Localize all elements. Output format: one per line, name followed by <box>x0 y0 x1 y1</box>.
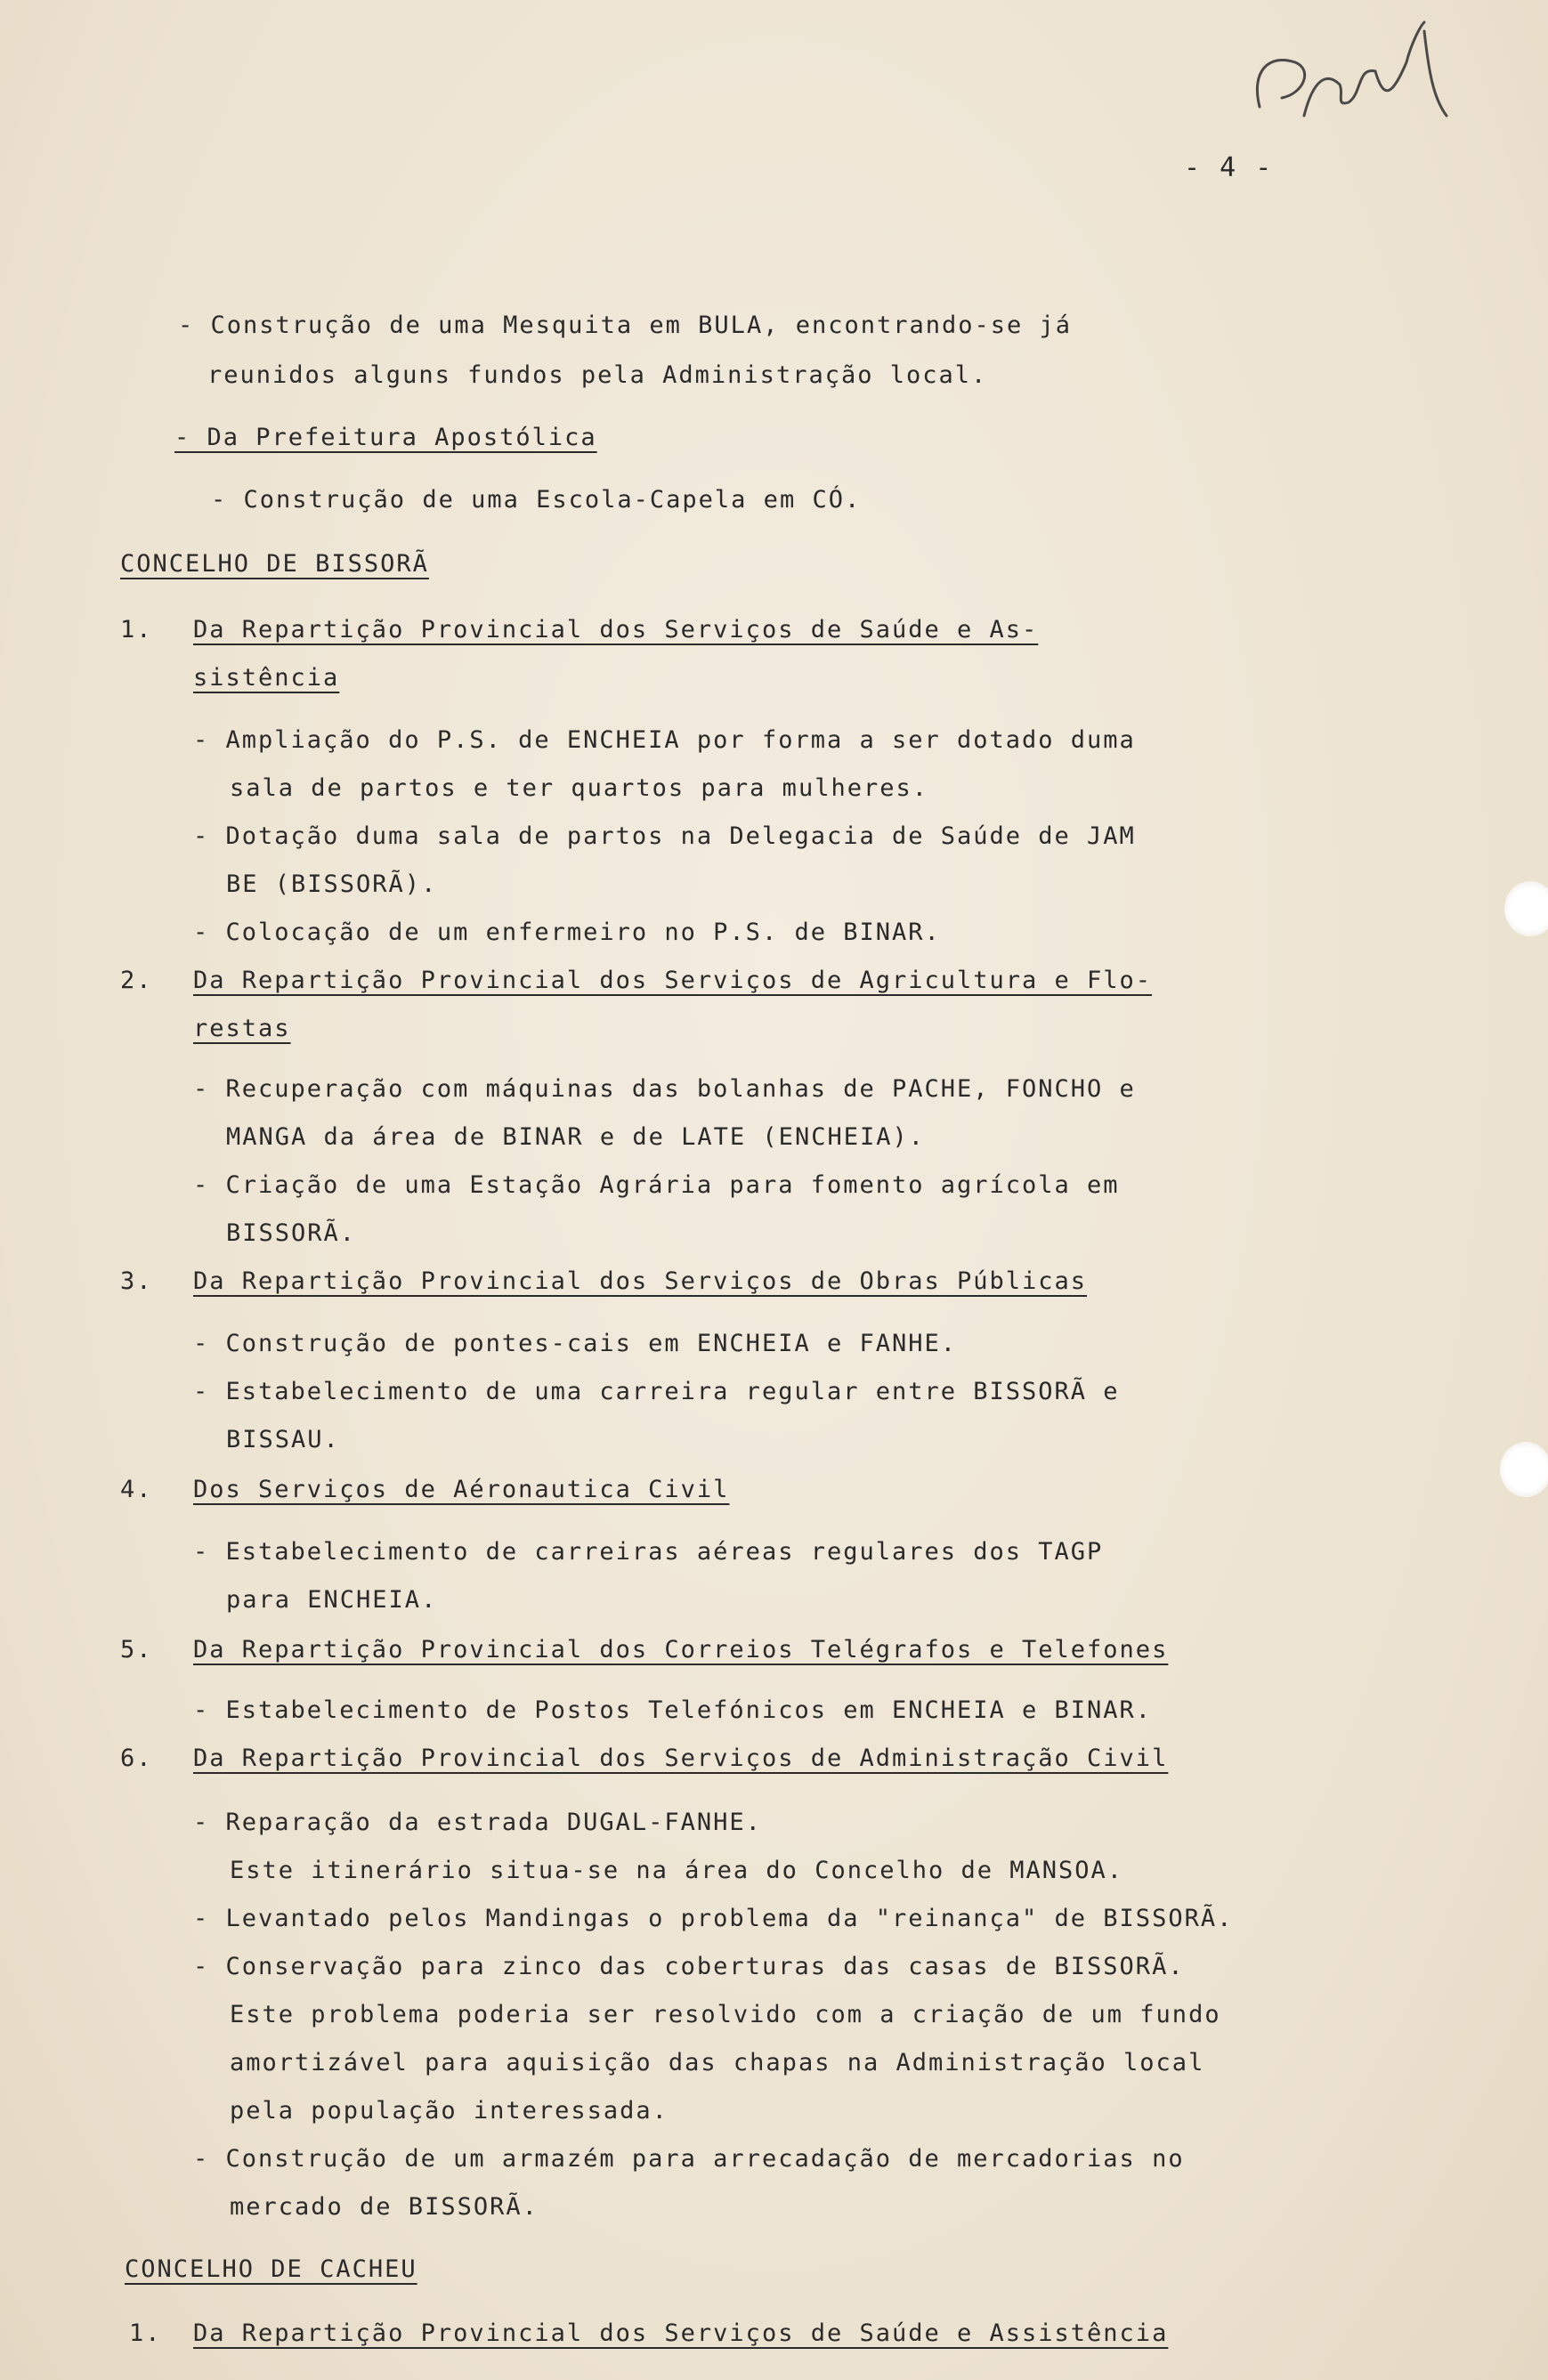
section-heading: Da Repartição Provincial dos Serviços de Saúde e As- <box>193 616 1039 644</box>
text-line: BE (BISSORÃ). <box>226 870 438 898</box>
section-heading: Da Repartição Provincial dos Serviços de Obras Públicas <box>193 1267 1088 1295</box>
item-number: 6. <box>120 1745 153 1772</box>
section-heading: sistência <box>193 664 340 692</box>
text-line: - Ampliação do P.S. de ENCHEIA por forma a ser dotado duma <box>193 726 1136 754</box>
concelho-heading: CONCELHO DE CACHEU <box>125 2255 417 2283</box>
text-line: - Reparação da estrada DUGAL-FANHE. <box>193 1809 762 1836</box>
section-heading: Da Repartição Provincial dos Serviços de Agricultura e Flo- <box>193 967 1153 994</box>
section-heading: Da Repartição Provincial dos Serviços de Saúde e Assistência <box>193 2319 1169 2347</box>
item-number: 3. <box>120 1267 153 1295</box>
section-heading: Da Repartição Provincial dos Serviços de Administração Civil <box>193 1745 1169 1772</box>
item-number: 1. <box>129 2319 162 2347</box>
text-line: - Criação de uma Estação Agrária para fomento agrícola em <box>193 1171 1120 1199</box>
item-number: 2. <box>120 967 153 994</box>
text-line: - Estabelecimento de carreiras aéreas regulares dos TAGP <box>193 1538 1104 1566</box>
text-line: sala de partos e ter quartos para mulheres. <box>230 774 928 802</box>
text-line: - Estabelecimento de uma carreira regular entre BISSORÃ e <box>193 1378 1120 1405</box>
text-line: - Construção de uma Mesquita em BULA, encontrando-se já <box>178 312 1073 339</box>
text-line: amortizável para aquisição das chapas na Administração local <box>230 2049 1205 2076</box>
text-line: - Construção de pontes-cais em ENCHEIA e FANHE. <box>193 1330 958 1357</box>
concelho-heading: CONCELHO DE BISSORÃ <box>120 550 429 578</box>
text-line: BISSORÃ. <box>226 1219 357 1247</box>
text-line: - Levantado pelos Mandingas o problema da "reinança" de BISSORÃ. <box>193 1905 1234 1932</box>
text-line: para ENCHEIA. <box>226 1586 438 1614</box>
text-line: Este problema poderia ser resolvido com a criação de um fundo <box>230 2001 1221 2028</box>
item-number: 4. <box>120 1476 153 1503</box>
item-number: 5. <box>120 1636 153 1664</box>
text-line: - Dotação duma sala de partos na Delegacia de Saúde de JAM <box>193 822 1136 850</box>
handwritten-initials <box>1242 18 1473 142</box>
section-heading: Da Repartição Provincial dos Correios Telégrafos e Telefones <box>193 1636 1169 1664</box>
text-line: - Construção de um armazém para arrecadação de mercadorias no <box>193 2145 1185 2173</box>
text-line: - Conservação para zinco das coberturas das casas de BISSORÃ. <box>193 1953 1185 1980</box>
section-heading: Dos Serviços de Aéronautica Civil <box>193 1476 730 1503</box>
text-line: - Construção de uma Escola-Capela em CÓ. <box>211 486 862 514</box>
text-line: MANGA da área de BINAR e de LATE (ENCHEIA). <box>226 1123 925 1151</box>
text-line: BISSAU. <box>226 1426 340 1453</box>
text-line: reunidos alguns fundos pela Administração local. <box>207 361 988 389</box>
text-line: - Recuperação com máquinas das bolanhas de PACHE, FONCHO e <box>193 1075 1136 1103</box>
item-number: 1. <box>120 616 153 644</box>
text-line: Este itinerário situa-se na área do Concelho de MANSOA. <box>230 1857 1124 1884</box>
section-heading: restas <box>193 1015 291 1042</box>
text-line: pela população interessada. <box>230 2097 669 2125</box>
punch-hole <box>1500 1442 1548 1497</box>
page-number: - 4 - <box>1184 152 1274 183</box>
section-heading: - Da Prefeitura Apostólica <box>174 424 597 451</box>
text-line: mercado de BISSORÃ. <box>230 2193 539 2221</box>
text-line: - Estabelecimento de Postos Telefónicos em ENCHEIA e BINAR. <box>193 1696 1153 1724</box>
punch-hole <box>1504 881 1548 936</box>
text-line: - Colocação de um enfermeiro no P.S. de BINAR. <box>193 919 941 946</box>
